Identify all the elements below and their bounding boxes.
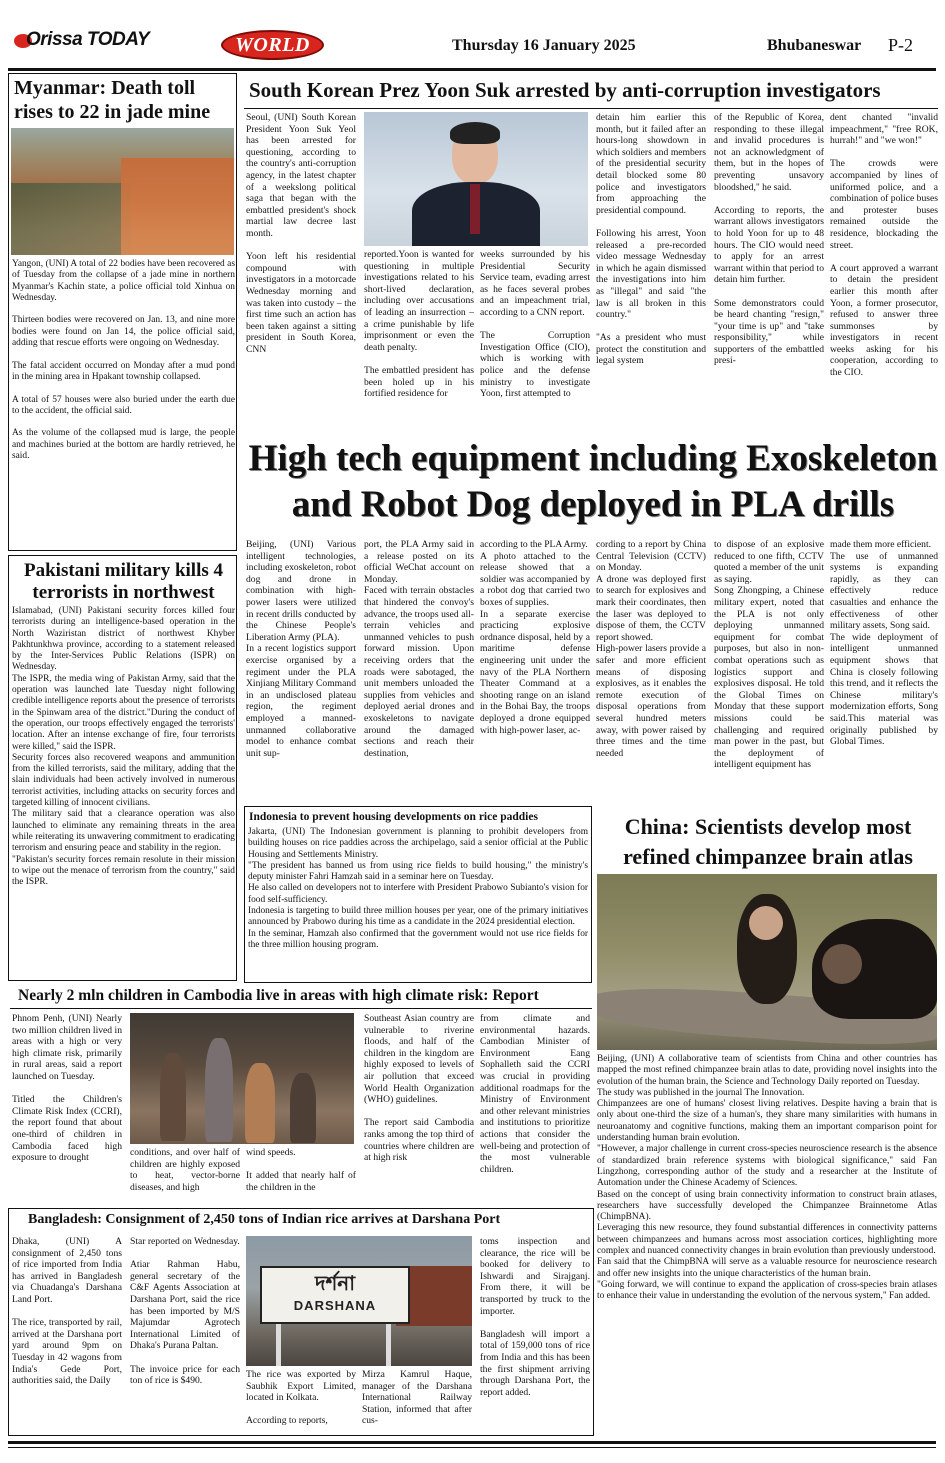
darshana-sign-bengali: দর্শনা	[314, 1271, 356, 1295]
bangladesh-col-5: toms inspection and clearance, the rice will be booked for delivery to Ishwardi and Sirajganj. From there, it will be transported by truck to the importer. Bangladesh will import a total of 159,000 tons of rice from India and this has been the first shipment arriving through Darshana Port, the report added.	[480, 1236, 590, 1398]
cambodia-rule	[10, 1008, 592, 1009]
bangladesh-col-2: Star reported on Wednesday. Atiar Rahman Habu, general secretary of the C&F Agents Association at Darshana Port, said the rice has been imported by M/S Majumdar Agrotech International Limited of Dhaka's Purana Paltan. The invoice price for each ton of rice is $490.	[130, 1236, 240, 1387]
indonesia-headline: Indonesia to prevent housing developments on rice paddies	[249, 811, 538, 823]
page-number: P-2	[888, 35, 914, 55]
darshana-photo	[246, 1236, 472, 1366]
myanmar-body: Yangon, (UNI) A total of 22 bodies have been recovered as of Tuesday from the collapse of a jade mine in northern Myanmar's Kachin state, a police official told Xinhua on Wednesday. Thirteen bodies were recovered on Jan. 13, and nine more bodies were found on Jan 14, the police official said, adding that rescue efforts were ongoing on Wednesday. The fatal accident occurred on Monday after a mud pond in the mining area in Hpakant township collapsed. A total of 57 houses were also buried under the earth due to the accident, the official said. As the volume of the collapsed mud is large, the people and machines buried at the bottom are hardly retrieved, he said.	[12, 259, 235, 462]
cambodia-photo	[130, 1013, 354, 1144]
korea-headline: South Korean Prez Yoon Suk arrested by anti-corruption investigators	[249, 78, 881, 102]
pla-col-4: cording to a report by China Central Television (CCTV) on Monday. A drone was deployed first to search for explosives and mark their coordinates, then the laser was deployed to dispose of them, the CCTV report showed. High-power lasers provide a safer and more efficient means of disposing explosives, as it enables the remote execution of disposal operations from several hundred meters away, with power raised by three times and the time needed	[596, 539, 706, 759]
pakistan-headline: Pakistani military kills 4 terrorists in northwest	[24, 560, 223, 603]
section-label: WORLD	[235, 33, 310, 56]
korea-rule	[244, 108, 938, 109]
footer-rule-thin	[8, 1447, 936, 1448]
myanmar-mud-shape	[121, 158, 234, 255]
chimp-1-face-shape	[749, 906, 783, 940]
cambodia-col-4: Southeast Asian country are vulnerable to riverine floods, and half of the children in the kingdom are highly exposed to levels of air pollution that exceed World Health Organization (WHO) guidelines. The report said Cambodia ranks among the top third of countries where children are at high risk	[364, 1013, 474, 1164]
cambodia-child-1-shape	[160, 1053, 186, 1141]
issue-date: Thursday 16 January 2025	[452, 37, 636, 54]
cambodia-child-2-shape	[205, 1038, 233, 1142]
cambodia-col-5: from climate and environmental hazards. Cambodian Minister of Environment Eang Sophalleth said the CCRI was crucial in providing additional roadmaps for the Ministry of Environment and other relevant ministries and institutions to prioritize actions that consider the well-being and protection of the most vulnerable children.	[480, 1013, 590, 1175]
china-body: Beijing, (UNI) A collaborative team of scientists from China and other countries has mapped the most refined chimpanzee brain atlas to date, providing novel insights into the evolution of the human brain, the Science and Technology Daily reported on Tuesday. The study was published in the journal The Innovation. Chimpanzees are one of humans' closest living relatives. Despite having a brain that is only about one-third the size of a human's, they share many similarities with humans in neuroanatomy and cognitive functions, making them an important comparison point for understanding human brain evolution. "However, a major challenge in current cross-species neuroscience research is the absence of standardized brain reference systems with biological significance," said Fan Lingzhong, corresponding author of the study and a researcher at the Institute of Automation under the Chinese Academy of Sciences. Based on the concept of using brain connectivity information to construct brain atlases, researchers have successfully developed the Chimpanzee Brainnetome Atlas (ChimpBNA). Leveraging this new resource, they found substantial differences in connectivity patterns between chimpanzees and humans across most association cortices, highlighting more complex and nuanced connectivity changes in brain evolution than previously understood. Fan said that the ChimpBNA will serve as a valuable resource for neuroscience research and offer new insights into the unique characteristics of the human brain. "Going forward, we will continue to expand the application of cross-species brain atlases to enhance their value in understanding the evolution of the nervous system," Fan added.	[597, 1054, 937, 1302]
korea-col-3: weeks surrounded by his Presidential Security Service team, evading arrest as he faces several probes and an impeachment trial, according to a CNN report. The Corruption Investigation Office (CIO), which is working with police and the defense ministry to investigate Yoon, first attempted to	[480, 249, 590, 400]
bangladesh-headline: Bangladesh: Consignment of 2,450 tons of Indian rice arrives at Darshana Port	[28, 1212, 501, 1227]
pla-col-5: to dispose of an explosive reduced to one fifth, CCTV quoted a member of the unit as saying. Song Zhongping, a Chinese military expert, noted that the PLA is not only deploying unmanned equipment for combat purposes, but also in non-combat operations such as logistics support and explosives disposal. He told the Global Times on Monday that these support missions could be challenging and required man power in the past, but the deployment of intelligent equipment has	[714, 539, 824, 771]
footer-rule	[8, 1441, 936, 1444]
bangladesh-col-3: The rice was exported by Saubhik Export Limited, located in Kolkata. According to reports,	[246, 1369, 356, 1427]
yoon-photo	[364, 112, 588, 246]
cambodia-child-3-shape	[245, 1063, 275, 1143]
cambodia-col-1: Phnom Penh, (UNI) Nearly two million children lived in areas with a high or very high climate risk, primarily in rural areas, said a report launched on Tuesday. Titled the Children's Climate Risk Index (CCRI), the report found that about one-third of children in Cambodia faced high exposure to drought	[12, 1013, 122, 1164]
pla-col-2: port, the PLA Army said in a release posted on its official WeChat account on Monday. Faced with terrain obstacles that hindered the convoy's advance, the troops used all-terrain vehicles and unmanned vehicles to push forward mission. Upon receiving orders that the roads were sabotaged, the unit members unloaded the supplies from vehicles and deployed aerial drones and exoskeletons to navigate around the damaged sections and reach their destination,	[364, 539, 474, 759]
indonesia-body: Jakarta, (UNI) The Indonesian government is planning to prohibit developers from building houses on rice paddies across the archipelago, said a senior official at the Public Housing and Settlements Ministry. "The president has banned us from using rice fields to build housing," the ministry's deputy minister Fahri Hamzah said in a seminar here on Tuesday. He also called on developers not to interfere with President Prabowo Subianto's vision for food self-sufficiency. Indonesia is targeting to build three million houses per year, one of the primary initiatives announced by Prabowo during his time as a candidate in the 2024 presidential election. In the seminar, Hamzah also confirmed that the government would not use rice fields for the three million housing program.	[248, 827, 588, 950]
pakistan-body: Islamabad, (UNI) Pakistani security forces killed four terrorists during an intelligence-based operation in the North Waziristan district of northwest Khyber Pakhtunkhwa province, according to a statement released by the Inter-Services Public Relations (ISPR) on Wednesday. The ISPR, the media wing of Pakistan Army, said that the operation was launched late Tuesday night following credible intelligence reports about the presence of terrorists in the Spinwam area of the district."During the conduct of the operation, our troops effectively engaged the terrorists' location. After an intense exchange of fire, four terrorists were killed," said the ISPR. Security forces also recovered weapons and ammunition from the killed terrorists, said the military, adding that the slain individuals had been actively involved in numerous terrorist activities, including attacks on security forces and targeted killing of innocent civilians. The military said that a clearance operation was also launched to eliminate any remaining threats in the area while reiterating its unwavering commitment to eradicating terrorism and ensuring peace and stability in the region. "Pakistan's security forces remain resolute in their mission to wipe out the menace of terrorism from the country," said the ISPR.	[12, 606, 235, 888]
korea-col-5: of the Republic of Korea, responding to these illegal and invalid procedures is not an acknowledgment of them, but in the hopes of preventing unsavory bloodshed," he said. According to reports, the warrant allows investigators to hold Yoon for up to 48 hours. The CIO would need to apply for an arrest warrant within that period to detain him further. Some demonstrators could be heard chanting "resign," "your time is up" and "take responsibility," while supporters of the embattled presi-	[714, 112, 824, 367]
yoon-tie-shape	[470, 184, 480, 234]
korea-col-1: Seoul, (UNI) South Korean President Yoon Suk Yeol has been arrested for questioning, according to the country's anti-corruption agency, in the latest chapter of a weekslong political saga that began with the embattled president's shock martial law decree last month. Yoon left his residential compound with investigators in a motorcade Wednesday morning and was taken into custody – the first time such an action has been taken against a sitting president in South Korea, CNN	[246, 112, 356, 355]
logo	[14, 28, 154, 54]
logo-text: Orissa TODAY	[26, 29, 150, 50]
korea-col-4: detain him earlier this month, but it failed after an hours-long showdown in which soldiers and members of the presidential security detail blocked some 80 police and investigators from approaching the presidential compound. Following his arrest, Yoon released a pre-recorded video message Wednesday in which he again dismissed the investigations into him as "illegal" and said "the law is all broken in this country." "As a president who must protect the constitution and legal system	[596, 112, 706, 367]
chimp-photo	[597, 874, 937, 1050]
section-badge	[221, 30, 324, 60]
yoon-hair-shape	[450, 122, 500, 144]
pla-col-3: according to the PLA Army. A photo attached to the release showed that a soldier was accompanied by a robot dog that carried two boxes of supplies. In a separate exercise practicing explosive ordnance disposal, held by a maritime defense engineering unit under the navy of the PLA Northern Theater Command at a shooting range on an island in the Bohai Bay, the troops deployed a drone equipped with high-power laser, ac-	[480, 539, 590, 736]
myanmar-village-shape	[11, 183, 131, 255]
cambodia-col-2: conditions, and over half of children are highly exposed to heat, vector-borne diseases, and high	[130, 1147, 240, 1193]
pla-col-6: made them more efficient. The use of unmanned systems is expanding rapidly, as they can effectively reduce casualties and enhance the effectiveness of other military assets, Song said. The wide deployment of intelligent unmanned equipment shows that China is closely following this trend, and it reflects the Chinese military's modernization efforts, Song said.This material was originally published by Global Times.	[830, 539, 938, 748]
bangladesh-col-4: Mirza Kamrul Haque, manager of the Darshana International Railway Station, informed that after cus-	[362, 1369, 472, 1427]
chimp-2-face-shape	[822, 944, 862, 984]
darshana-sign	[260, 1266, 410, 1324]
bangladesh-col-1: Dhaka, (UNI) A consignment of 2,450 tons of rice imported from India has arrived in Bangladesh via Chuadanga's Darshana Land Port. The rice, transported by rail, arrived at the Darshana port yard around 9pm on Tuesday in 42 wagons from India's Gede Port, authorities said, the Daily	[12, 1236, 122, 1387]
darshana-sign-english: DARSHANA	[293, 1298, 377, 1313]
cambodia-col-3: wind speeds. It added that nearly half of the children in the	[246, 1147, 356, 1193]
masthead-rule	[8, 68, 936, 71]
cambodia-child-4-shape	[290, 1073, 316, 1143]
pla-col-1: Beijing, (UNI) Various intelligent technologies, including exoskeleton, robot dog and drone in combination with high-power lasers were utilized in recent drills conducted by the Chinese People's Liberation Army (PLA). In a recent logistics support exercise organised by a regiment under the PLA Xinjiang Military Command in an undisclosed plateau region, the regiment employed a manned-unmanned collaborative model to enhance combat unit sup-	[246, 539, 356, 759]
darshana-post-right-shape	[386, 1324, 391, 1366]
china-headline: China: Scientists develop most refined chimpanzee brain atlas	[623, 814, 913, 869]
korea-col-6: dent chanted "invalid impeachment," "free ROK, hurrah!" and "we won!" The crowds were accompanied by lines of uniformed police, and a combination of police buses and protester buses remained outside the residence, blockading the street. A court approved a warrant to detain the president earlier this month after Yoon, a former prosecutor, refused to answer three summonses by investigators in recent weeks asking for his cooperation, according to the CIO.	[830, 112, 938, 379]
korea-col-2: reported.Yoon is wanted for questioning in multiple investigations related to his short-lived declaration, including over accusations of leading an insurrection – a crime punishable by life imprisonment or even the death penalty. The embattled president has been holed up in his fortified residence for	[364, 249, 474, 400]
pla-headline: High tech equipment including Exoskeleton and Robot Dog deployed in PLA drills	[248, 438, 938, 525]
cambodia-headline: Nearly 2 mln children in Cambodia live in areas with high climate risk: Report	[18, 987, 539, 1004]
myanmar-headline: Myanmar: Death toll rises to 22 in jade mine	[14, 77, 211, 123]
city: Bhubaneswar	[767, 37, 862, 54]
darshana-post-left-shape	[276, 1324, 281, 1366]
myanmar-photo	[11, 128, 234, 255]
masthead	[0, 0, 945, 72]
